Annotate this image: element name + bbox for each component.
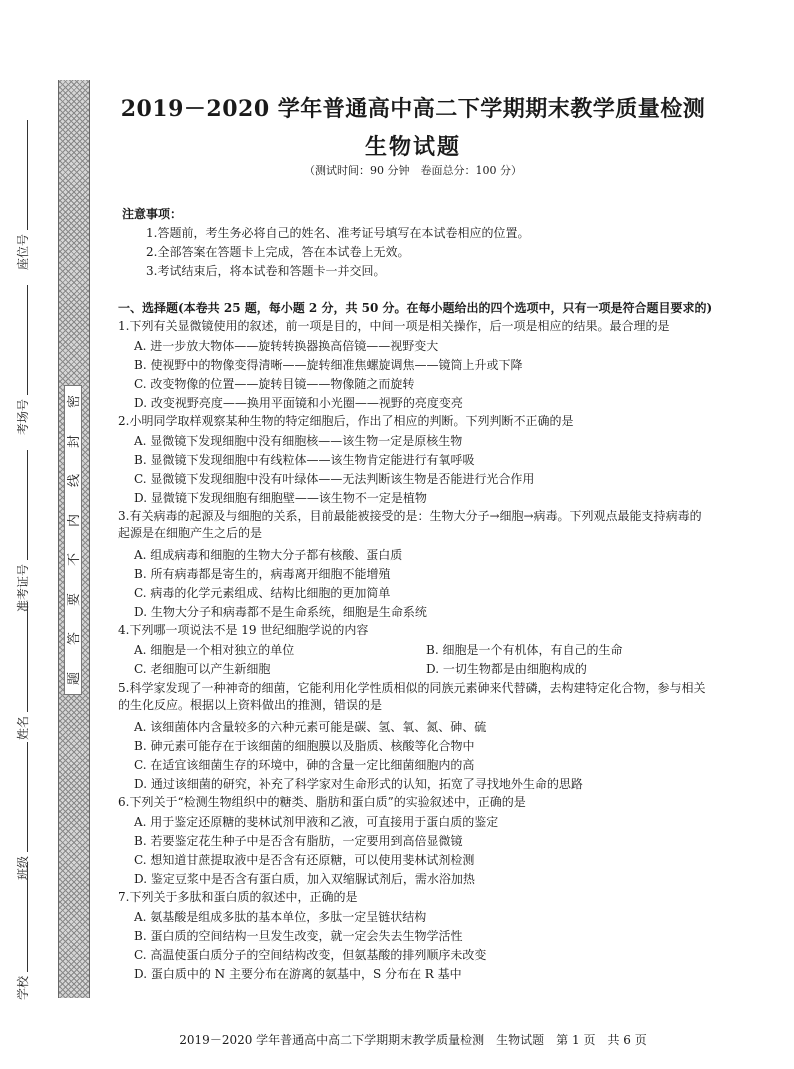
subject-title: 生物试题 <box>364 134 461 160</box>
notice-item: 1.答题前，考生务必将自己的姓名、准考证号填写在本试卷相应的位置。 <box>146 226 530 240</box>
section-title: 一、选择题(本卷共 25 题，每小题 2 分，共 50 分。在每小题给出的四个选项中，只有一项是符合题目要求的) <box>118 301 713 315</box>
seal-char: 答 <box>67 632 83 646</box>
page-footer: 2019－2020 学年普通高中高二下学期期末教学质量检测 生物试题 第 1 页 共 6 页 <box>179 1033 647 1047</box>
question-option: D. 显微镜下发现细胞有细胞壁——该生物不一定是植物 <box>134 491 427 505</box>
question-option: C. 在适宜该细菌生存的环境中，砷的含量一定比细菌细胞内的高 <box>134 758 475 772</box>
question-option: B. 若要鉴定花生种子中是否含有脂肪，一定要用到高倍显微镜 <box>134 834 463 848</box>
seal-char: 内 <box>67 513 83 527</box>
question-option: C. 改变物像的位置——旋转目镜——物像随之而旋转 <box>134 377 415 391</box>
question-stem: 2.小明同学取样观察某种生物的特定细胞后，作出了相应的判断。下列判断不正确的是 <box>118 414 574 428</box>
question-option: D. 一切生物都是由细胞构成的 <box>426 662 587 676</box>
exam-title: 2019－2020 学年普通高中高二下学期期末教学质量检测 <box>120 96 706 122</box>
binding-strip <box>0 0 92 1069</box>
exam-room-field[interactable] <box>14 285 31 435</box>
seal-char: 密 <box>67 394 83 409</box>
question-option: D. 蛋白质中的 N 主要分布在游离的氨基中，S 分布在 R 基中 <box>134 967 462 981</box>
seat-number-field[interactable] <box>14 120 31 270</box>
notice-item: 2.全部答案在答题卡上完成，答在本试卷上无效。 <box>146 245 410 259</box>
school-field[interactable] <box>14 862 31 1000</box>
exam-meta: （测试时间：90 分钟 卷面总分：100 分） <box>304 164 522 177</box>
question-option: A. 氨基酸是组成多肽的基本单位，多肽一定呈链状结构 <box>134 910 427 924</box>
question-option: C. 高温使蛋白质分子的空间结构改变，但氨基酸的排列顺序未改变 <box>134 948 487 962</box>
field-label: 考场号 <box>16 398 30 435</box>
field-label: 座位号 <box>16 233 30 270</box>
question-option: A. 显微镜下发现细胞中没有细胞核——该生物一定是原核生物 <box>134 434 463 448</box>
question-stem: 6.下列关于“检测生物组织中的糖类、脂肪和蛋白质”的实验叙述中，正确的是 <box>118 795 526 809</box>
question-option: C. 显微镜下发现细胞中没有叶绿体——无法判断该生物是否能进行光合作用 <box>134 472 535 486</box>
question-option: C. 老细胞可以产生新细胞 <box>134 662 271 676</box>
field-label: 姓名 <box>16 715 30 740</box>
class-field[interactable] <box>14 742 31 880</box>
question-option: A. 组成病毒和细胞的生物大分子都有核酸、蛋白质 <box>134 548 403 562</box>
question-option: D. 通过该细菌的研究，补充了科学家对生命形式的认知，拓宽了寻找地外生命的思路 <box>134 777 583 791</box>
question-option: B. 细胞是一个有机体，有自己的生命 <box>426 643 623 657</box>
question-stem: 4.下列哪一项说法不是 19 世纪细胞学说的内容 <box>118 623 369 637</box>
seal-char: 线 <box>67 474 83 488</box>
question-option: B. 蛋白质的空间结构一旦发生改变，就一定会失去生物学活性 <box>134 929 463 943</box>
seal-line-notice <box>64 385 82 695</box>
question-stem: 5.科学家发现了一种神奇的细菌，它能利用化学性质相似的同族元素砷来代替磷，去构建特定化合物，参与相关的生化反应。根据以上资料做出的推测，错误的是 <box>118 681 706 712</box>
seal-char: 不 <box>67 553 83 567</box>
question-stem: 7.下列关于多肽和蛋白质的叙述中，正确的是 <box>118 890 358 904</box>
field-label: 班级 <box>16 855 30 880</box>
question-option: A. 细胞是一个相对独立的单位 <box>134 643 295 657</box>
notice-item: 3.考试结束后，将本试卷和答题卡一并交回。 <box>146 264 386 278</box>
question-option: A. 进一步放大物体——旋转转换器换高倍镜——视野变大 <box>134 339 439 353</box>
question-option: A. 用于鉴定还原糖的斐林试剂甲液和乙液，可直接用于蛋白质的鉴定 <box>134 815 499 829</box>
question-stem: 3.有关病毒的起源及与细胞的关系，目前最能被接受的是：生物大分子→细胞→病毒。下列观点最能支持病毒的起源是在细胞产生之后的是 <box>118 509 702 540</box>
question-option: D. 改变视野亮度——换用平面镜和小光圈——视野的亮度变亮 <box>134 396 463 410</box>
question-option: C. 想知道甘蔗提取液中是否含有还原糖，可以使用斐林试剂检测 <box>134 853 475 867</box>
question-option: A. 该细菌体内含量较多的六种元素可能是碳、氢、氧、氮、砷、硫 <box>134 720 487 734</box>
question-option: B. 所有病毒都是寄生的，病毒离开细胞不能增殖 <box>134 567 391 581</box>
question-stem: 1.下列有关显微镜使用的叙述，前一项是目的，中间一项是相关操作，后一项是相应的结果。最合理的是 <box>118 319 670 333</box>
question-option: B. 砷元素可能存在于该细菌的细胞膜以及脂质、核酸等化合物中 <box>134 739 475 753</box>
field-label: 准考证号 <box>16 563 30 612</box>
field-label: 学校 <box>16 975 30 1000</box>
question-option: B. 显微镜下发现细胞中有线粒体——该生物肯定能进行有氧呼吸 <box>134 453 475 467</box>
question-option: B. 使视野中的物像变得清晰——旋转细准焦螺旋调焦——镜筒上升或下降 <box>134 358 523 372</box>
seal-char: 题 <box>67 671 83 685</box>
question-option: C. 病毒的化学元素组成、结构比细胞的更加简单 <box>134 586 391 600</box>
question-option: D. 生物大分子和病毒都不是生命系统，细胞是生命系统 <box>134 605 427 619</box>
notice-heading: 注意事项： <box>122 207 183 221</box>
seal-char: 封 <box>67 434 83 448</box>
question-option: D. 鉴定豆浆中是否含有蛋白质，加入双缩脲试剂后，需水浴加热 <box>134 872 475 886</box>
seal-char: 要 <box>67 592 83 606</box>
name-field[interactable] <box>14 602 31 740</box>
admission-number-field[interactable] <box>14 450 31 612</box>
